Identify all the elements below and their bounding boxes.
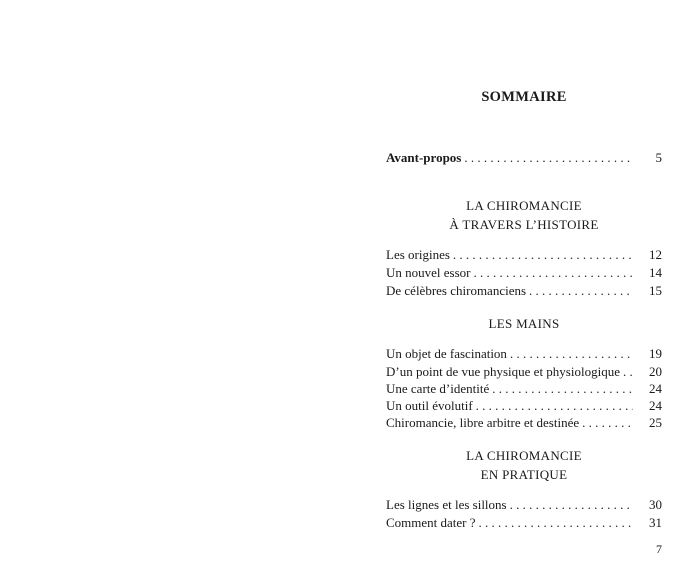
toc-entry[interactable] — [386, 381, 662, 398]
toc-entry[interactable] — [386, 265, 662, 282]
section-heading-line: LES MAINS — [488, 316, 560, 331]
toc-entry-label: Un nouvel essor — [386, 265, 471, 280]
toc-entry-label: Un outil évolutif — [386, 398, 473, 413]
page-number: 7 — [656, 542, 662, 556]
toc-entry-page: 14 — [649, 265, 662, 280]
dot-leader — [582, 415, 633, 431]
toc-entry[interactable] — [386, 283, 662, 300]
toc-entry-page: 5 — [655, 150, 662, 165]
dot-leader — [623, 364, 633, 380]
dot-leader — [453, 247, 633, 263]
toc-entry-page: 15 — [649, 283, 662, 298]
dot-leader — [492, 381, 633, 397]
toc-entry[interactable] — [386, 364, 662, 381]
section-heading-line: EN PRATIQUE — [480, 467, 568, 482]
dot-leader — [479, 515, 633, 531]
dot-leader — [464, 150, 633, 166]
toc-entry-label: Les lignes et les sillons — [386, 497, 507, 512]
toc-entry-label: Comment dater ? — [386, 515, 476, 530]
toc-entry-page: 30 — [649, 497, 662, 512]
toc-entry-page: 24 — [649, 381, 662, 396]
toc-entry-label: Chiromancie, libre arbitre et destinée — [386, 415, 580, 430]
dot-leader — [510, 346, 633, 362]
toc-entry-page: 25 — [649, 415, 662, 430]
dot-leader — [476, 398, 633, 414]
page-title: SOMMAIRE — [481, 89, 567, 105]
toc-entry-foreword[interactable] — [386, 150, 662, 167]
section-heading-line: LA CHIROMANCIE — [466, 198, 582, 213]
toc-entry-page: 19 — [649, 346, 662, 361]
toc-entry-label: Un objet de fascination — [386, 346, 507, 361]
section-heading — [386, 446, 662, 484]
section-heading — [386, 314, 662, 333]
section-heading-line: À TRAVERS L’HISTOIRE — [449, 217, 599, 232]
toc-entry-label: D’un point de vue physique et physiologique — [386, 364, 620, 379]
toc-entry-label: De célèbres chiromanciens — [386, 283, 527, 298]
toc-entry-label: Une carte d’identité — [386, 381, 490, 396]
toc-entry-page: 12 — [649, 247, 662, 262]
dot-leader — [510, 497, 633, 513]
section-heading-line: LA CHIROMANCIE — [466, 448, 582, 463]
toc-entry[interactable] — [386, 497, 662, 514]
toc-entry[interactable] — [386, 415, 662, 432]
dot-leader — [474, 265, 634, 281]
toc-entry[interactable] — [386, 398, 662, 415]
section-heading — [386, 196, 662, 234]
toc-entry[interactable] — [386, 515, 662, 532]
toc-entry-page: 24 — [649, 398, 662, 413]
toc-entry-label: Les origines — [386, 247, 450, 262]
toc-entry[interactable] — [386, 346, 662, 363]
toc-entry[interactable] — [386, 247, 662, 264]
toc-entry-page: 20 — [649, 364, 662, 379]
toc-entry-label: Avant-propos — [386, 150, 462, 165]
toc-entry-page: 31 — [649, 515, 662, 530]
dot-leader — [529, 283, 633, 299]
